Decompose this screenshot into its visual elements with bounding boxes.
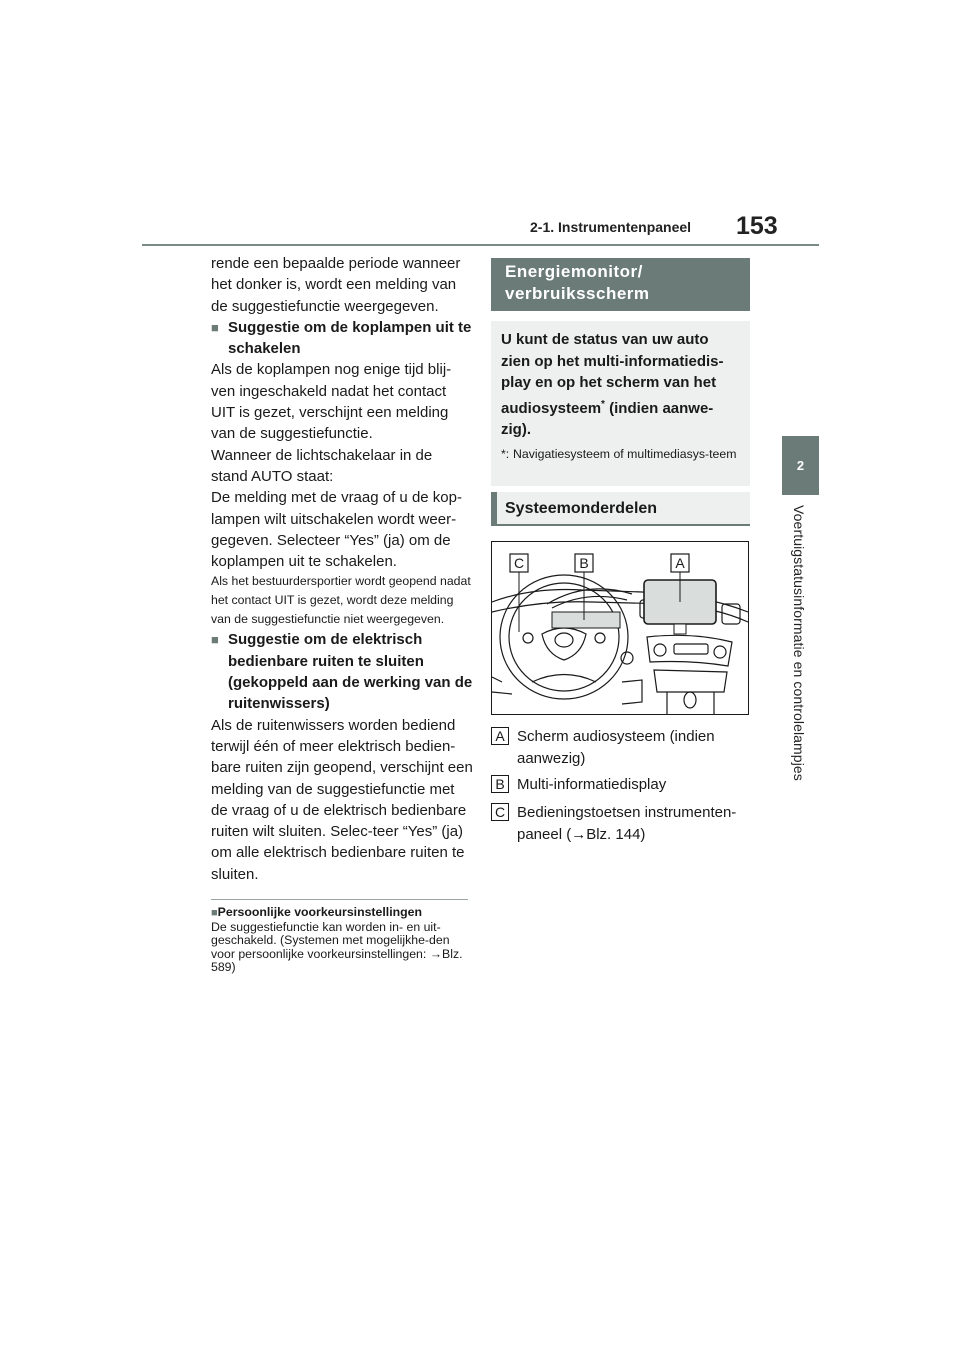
legend-item	[491, 774, 756, 796]
paragraph: Als de ruitenwissers worden bediend terwijl één of meer elektrisch bedien-bare ruiten zijn geopend, verschijnt een melding van de suggestiefunctie met de vraag of u de elektrisch bedienbare ruiten wilt sluiten. Selec-teer “Yes” (ja) om alle elektrisch bedienbare ruiten te sluiten.	[211, 716, 473, 883]
intro-text-b: (indien aanwe-zig).	[501, 399, 714, 438]
small-paragraph: Als het bestuurdersportier wordt geopend nadat het contact UIT is gezet, wordt deze melding van de suggestiefunctie niet weergegeven.	[211, 574, 471, 627]
figure-label-a: A	[675, 555, 685, 571]
note-body: De suggestiefunctie kan worden in- en uit-geschakeld. (Systemen met mogelijkhe-den voor persoonlijke voorkeursinstellingen: →Blz. 589)	[211, 919, 463, 975]
paragraph: rende een bepaalde periode wanneer het donker is, wordt een melding van de suggestiefunctie weergegeven.	[211, 255, 461, 315]
dashboard-illustration	[491, 541, 749, 715]
note-title: Persoonlijke voorkeursinstellingen	[217, 905, 422, 920]
intro-text	[501, 329, 740, 441]
intro-box	[491, 321, 750, 486]
footnote	[501, 447, 740, 462]
dashboard-drawing	[492, 542, 748, 714]
legend-item	[491, 726, 756, 770]
paragraph: Als de koplampen nog enige tijd blij-ven ingeschakeld nadat het contact UIT is gezet, verschijnt een melding van de suggestiefunctie.	[211, 361, 452, 443]
legend-letter: C	[491, 803, 509, 821]
section-heading: Systeemonderdelen	[491, 492, 750, 525]
figure-label-c: C	[513, 555, 525, 571]
legend-item	[491, 802, 756, 846]
paragraph: Wanneer de lichtschakelaar in de stand AUTO staat:	[211, 446, 433, 485]
intro-text-a: U kunt de status van uw auto zien op het multi-informatiedis-play en op het scherm van het audiosysteem	[501, 331, 724, 417]
heading-underline	[491, 524, 750, 526]
section-banner: Energiemonitor/ verbruiksscherm	[491, 258, 750, 311]
page-number: 153	[736, 212, 778, 240]
note-rule	[211, 899, 468, 900]
paragraph: De melding met de vraag of u de kop-lampen wilt uitschakelen wordt weer-gegeven. Selecteer “Yes” (ja) om de koplampen uit te schakelen.	[211, 489, 462, 571]
figure-label-b: B	[579, 555, 589, 571]
legend-letter: A	[491, 727, 509, 745]
chapter-title-vertical: Voertuigstatusinformatie en controlelampjes	[791, 505, 807, 781]
note	[211, 906, 473, 975]
chapter-tab: 2	[782, 436, 819, 495]
footnote-text: Navigatiesysteem of multimediasys-teem	[513, 446, 737, 461]
legend-text: Bedieningstoetsen instrumenten-paneel (→Blz. 144)	[517, 804, 737, 843]
subheading: ■ Suggestie om de elektrisch bedienbare ruiten te sluiten (gekoppeld aan de werking van de ruitenwissers)	[211, 629, 473, 714]
legend-letter: B	[491, 775, 509, 793]
heading-accent-bar	[491, 492, 497, 525]
legend-text: Multi-informatiedisplay	[517, 776, 667, 793]
header-rule	[142, 244, 819, 246]
subheading: ■ Suggestie om de koplampen uit te schakelen	[211, 317, 473, 360]
running-header-section: 2-1. Instrumentenpaneel	[530, 219, 692, 235]
intro-sup: *	[601, 398, 605, 410]
footnote-mark: *:	[501, 446, 510, 461]
left-column	[211, 253, 473, 975]
legend-text: Scherm audiosysteem (indien aanwezig)	[517, 728, 715, 767]
note-square-icon: ■	[211, 907, 218, 920]
